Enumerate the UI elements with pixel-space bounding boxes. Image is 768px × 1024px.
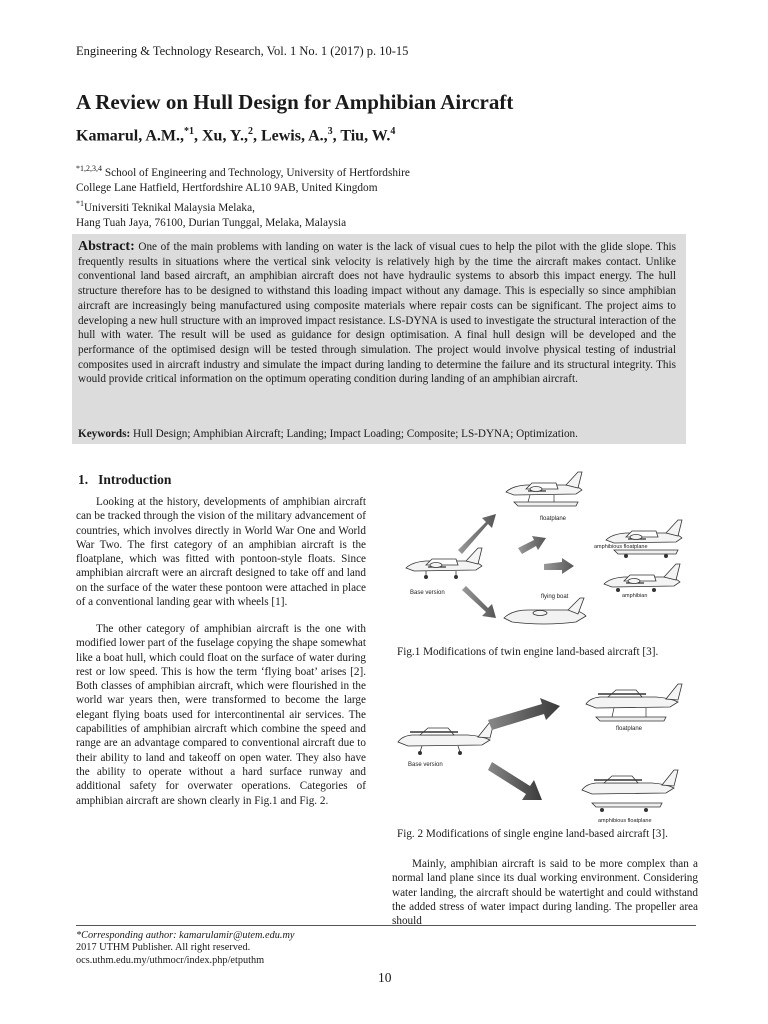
journal-header: Engineering & Technology Research, Vol. 1 No. 1 (2017) p. 10-15 [76, 44, 409, 58]
affiliation-line: Universiti Teknikal Malaysia Melaka, [84, 201, 255, 214]
intro-paragraph-2 [76, 622, 366, 808]
arrow-icon [488, 698, 560, 730]
figure-label: flying boat [541, 594, 569, 600]
arrow-icon [462, 586, 496, 618]
figure-1-twin-engine-diagram [396, 458, 716, 634]
affiliation-2 [76, 196, 410, 216]
author-marker: 4 [390, 126, 396, 137]
figure-label: amphibian [622, 593, 648, 599]
arrow-icon [458, 514, 496, 554]
intro-paragraph-3: Mainly, amphibian aircraft is said to be more complex than a normal land plane since its dual working environment. Considering water landing, the aircraft should be watertight and could withstand the added stress of water impact during landing. The propeller area should [392, 858, 698, 928]
corresponding-label: *Corresponding author: [76, 930, 180, 941]
paragraph-text: The other category of amphibian aircraft is the one with modified lower part of the fuselage copying the shape somewhat like a boat hull, which could float on the surface of water during rest or low speed. This is how the term ‘flying boat’ arises [2]. Both classes of amphibian aircraft, which were flourished in the world war years then, were transformed to become the large elegant flying boats used for intercontinental air services. The capabilities of amphibian aircraft which combine the speed and range are an advantage compared to conventional aircraft due to their ability to land and takeoff on open water. They also have the ability to operate without a hard surface runway and additional safety for overwater operations. Categories of amphibian aircraft are shown clearly in Fig.1 and Fig. 2. [76, 623, 366, 807]
author-marker: *1 [184, 126, 194, 137]
abstract [78, 240, 676, 387]
author-marker: 3 [327, 126, 333, 137]
affiliation-line: College Lane Hatfield, Hertfordshire AL10 9AB, United Kingdom [76, 181, 378, 194]
abstract-text: One of the main problems with landing on water is the lack of visual cues to help the pilot with the glide slope. This frequently results in situations where the vertical sink velocity is relatively high by the time the aircraft makes contact. Unlike conventional land based aircraft, an amphibian aircraft does not have hydraulic systems to absorb this impact energy. The hull structure therefore has to be designed to withstand this loading impact without any damage. This is especially so since amphibian aircraft are increasingly being manufactured using composite materials where repair costs can be significant. The project aims to developing a new hull structure with an improved impact resistance. LS-DYNA is used to investigate the structural interaction of the hull with water. The result will be used as guidance for design optimisation. A final hull design will be developed and the performance of the optimised design will be tested through simulation. The project would involve physical testing of industrial composites used in aircraft industry and simulate the impact during landing to determine the failure and its structural integrity. This would provide critical information on the optimum operating condition during landing of an amphibian aircraft. [78, 241, 677, 386]
figure-label: Base version [410, 590, 445, 596]
author-name: Lewis, A., [260, 127, 328, 145]
amphibious-floatplane-single-image [582, 770, 678, 812]
author-email-link[interactable]: kamarulamir@utem.edu.my [179, 930, 295, 941]
figure-label: Base version [408, 762, 443, 768]
page-number: 10 [378, 970, 392, 985]
author-name: Xu, Y., [202, 127, 248, 145]
base-version-single-image [398, 722, 494, 755]
floatplane-twin-image [506, 472, 582, 506]
section-title: Introduction [98, 472, 172, 487]
figure-label: amphibious floatplane [598, 818, 652, 824]
figure-1-caption: Fig.1 Modifications of twin engine land-based aircraft [3]. [397, 646, 659, 658]
arrow-icon [518, 536, 546, 554]
intro-paragraph-1 [76, 495, 366, 609]
keywords-label: Keywords: [78, 428, 131, 440]
figure-label: amphibious floatplane [594, 544, 648, 550]
footnote [76, 930, 294, 967]
journal-url-link[interactable]: ocs.uthm.edu.my/uthmocr/index.php/etputhm [76, 954, 265, 966]
figure-2-caption: Fig. 2 Modifications of single engine land-based aircraft [3]. [397, 828, 668, 840]
affiliation-line: School of Engineering and Technology, University of Hertfordshire [102, 166, 410, 179]
affiliation-line: Hang Tuah Jaya, 76100, Durian Tunggal, Melaka, Malaysia [76, 216, 347, 229]
figure-label: floatplane [540, 516, 567, 522]
amphibious-floatplane-twin-image [606, 520, 682, 558]
corresponding-author [76, 930, 294, 942]
author-separator: , [252, 127, 261, 145]
affiliation-marker: *1,2,3,4 [76, 164, 102, 173]
paper-title: A Review on Hull Design for Amphibian Aircraft [76, 90, 514, 114]
author-name: Tiu, W. [340, 127, 391, 145]
author-separator: , [332, 127, 341, 145]
arrow-icon [488, 762, 542, 800]
author-separator: , [194, 127, 202, 145]
keywords-text: Hull Design; Amphibian Aircraft; Landing; Impact Loading; Composite; LS-DYNA; Optimization. [130, 428, 578, 440]
section-number: 1. [78, 472, 89, 487]
base-version-twin-image [406, 548, 482, 579]
affiliation-marker: *1 [76, 198, 84, 208]
author-list [76, 126, 395, 145]
floatplane-single-image [586, 684, 682, 721]
flying-boat-twin-image [504, 598, 586, 624]
author-marker: 2 [247, 126, 253, 137]
arrow-icon [544, 558, 574, 574]
affiliation-1 [76, 161, 410, 181]
keywords [78, 428, 678, 440]
abstract-label: Abstract: [78, 239, 135, 254]
amphibian-twin-image [604, 564, 680, 592]
section-heading [78, 472, 171, 488]
affiliations [76, 161, 410, 231]
paragraph-text: Looking at the history, developments of amphibian aircraft can be tracked through the vision of the military advancement of countries, which involves directly in World War One and World War Two. The first category of an amphibian aircraft is the floatplane, which was fitted with pontoon-style floats. Since amphibian aircraft were an aircraft designed to take off and land on the surface of the water these pontoon were attached in place of a conventional landing gear with wheels [1]. [76, 496, 366, 609]
publisher-notice: 2017 UTHM Publisher. All right reserved. [76, 942, 251, 954]
author-name: Kamarul, A.M., [76, 127, 184, 145]
figure-label: floatplane [616, 726, 643, 732]
figure-2-single-engine-diagram [392, 676, 712, 824]
footnote-divider [76, 925, 696, 926]
